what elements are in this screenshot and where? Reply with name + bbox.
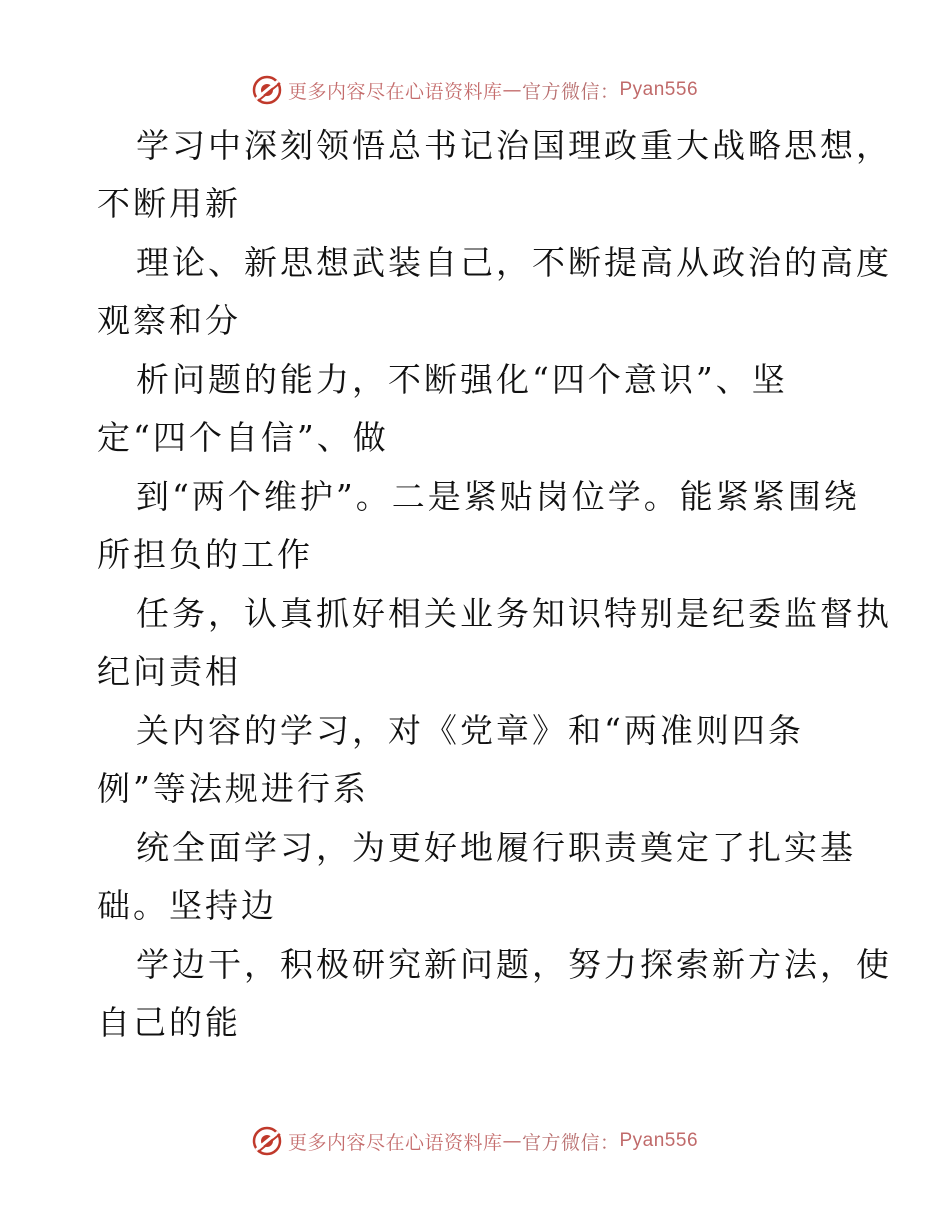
text-line: 定“四个自信”、做 bbox=[97, 418, 389, 457]
text-line: 观察和分 bbox=[97, 301, 241, 340]
text-line: 关内容的学习，对《党章》和“两准则四条 bbox=[136, 711, 804, 750]
watermark-site-text: 更多内容尽在心语资料库 bbox=[287, 80, 503, 103]
watermark-dash: — bbox=[502, 1130, 522, 1152]
text-line: 所担负的工作 bbox=[97, 535, 313, 574]
text-line: 理论、新思想武装自己，不断提高从政治的高度 bbox=[136, 243, 892, 282]
watermark-dash: — bbox=[502, 79, 522, 101]
text-line: 础。坚持边 bbox=[97, 886, 277, 925]
text-line: 自己的能 bbox=[97, 1003, 241, 1042]
text-line: 学边干，积极研究新问题，努力探索新方法，使 bbox=[136, 945, 892, 984]
text-line: 不断用新 bbox=[97, 184, 241, 223]
watermark-wechat-label: 官方微信： bbox=[521, 1131, 620, 1154]
text-line: 学习中深刻领悟总书记治国理政重大战略思想， bbox=[136, 126, 892, 165]
watermark-wechat-id: Pyan556 bbox=[619, 79, 699, 100]
watermark-wechat-id: Pyan556 bbox=[619, 1130, 699, 1151]
red-seal-logo-icon bbox=[252, 75, 282, 105]
text-line: 例”等法规进行系 bbox=[97, 769, 369, 808]
text-line: 纪问责相 bbox=[97, 652, 241, 691]
watermark-wechat-label: 官方微信： bbox=[521, 80, 620, 103]
text-line: 到“两个维护”。二是紧贴岗位学。能紧紧围绕 bbox=[136, 477, 860, 516]
text-line: 任务，认真抓好相关业务知识特别是纪委监督执 bbox=[136, 594, 892, 633]
text-line: 统全面学习，为更好地履行职责奠定了扎实基 bbox=[136, 828, 856, 867]
red-seal-logo-icon bbox=[252, 1126, 282, 1156]
text-line: 析问题的能力，不断强化“四个意识”、坚 bbox=[136, 360, 788, 399]
watermark-site-text: 更多内容尽在心语资料库 bbox=[287, 1131, 503, 1154]
header-watermark bbox=[0, 70, 950, 110]
footer-watermark bbox=[0, 1121, 950, 1161]
